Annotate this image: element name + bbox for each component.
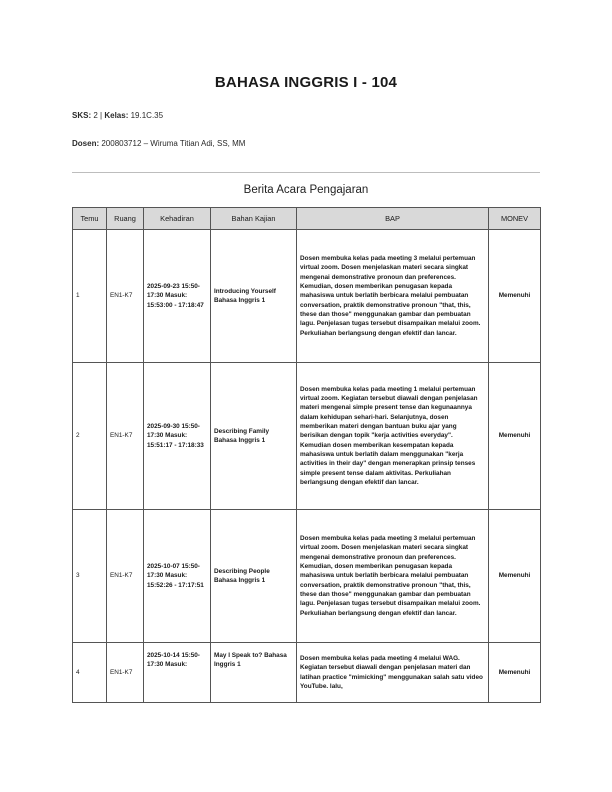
cell-ruang: EN1-K7 — [107, 363, 144, 510]
cell-bap: Dosen membuka kelas pada meeting 1 melalui pertemuan virtual zoom. Kegiatan tersebut diawali dengan penjelasan materi mengenai simple present tense dan kegunaannya dalam kehidupan sehari-hari. Selanjutnya, dosen memberikan materi dengan bantuan buku ajar yang berisikan dengan topik "kerja activities everyday". Kemudian dosen memberikan kesempatan kepada mahasiswa untuk berlatih dalam menggunakan "kerja activities in their day" dengan menerapkan prinsip tenses simple present tense dalam aktivitas. Perkuliahan berlangsung dengan efektif dan lancar. — [297, 363, 489, 510]
header-kehadiran: Kehadiran — [144, 208, 211, 230]
cell-bahan-kajian: May I Speak to? Bahasa Inggris 1 — [211, 643, 297, 703]
cell-kehadiran: 2025-10-07 15:50-17:30 Masuk: 15:52:26 - 17:17:51 — [144, 510, 211, 643]
dosen-label: Dosen: — [72, 139, 100, 148]
kelas-value: 19.1C.35 — [130, 111, 164, 120]
cell-temu: 4 — [73, 643, 107, 703]
kelas-label: Kelas: — [104, 111, 129, 120]
cell-temu: 1 — [73, 230, 107, 363]
section-title: Berita Acara Pengajaran — [243, 184, 369, 196]
cell-ruang: EN1-K7 — [107, 510, 144, 643]
cell-temu: 2 — [73, 363, 107, 510]
cell-bap: Dosen membuka kelas pada meeting 3 melalui pertemuan virtual zoom. Dosen menjelaskan materi secara singkat mengenai demonstrative pronoun dan preferences. Kemudian, dosen memberikan penugasan kepada mahasiswa untuk berlatih berbicara melalui pembuatan conversation, praktik demonstrative pronoun "that, this, these dan those" menggunakan gambar dan pembuatan lagu. Penjelasan tugas tersebut disampaikan melalui zoom. Perkuliahan berlangsung dengan efektif dan lancar. — [297, 510, 489, 643]
dosen-value: 200803712 – Wiruma Titian Adi, SS, MM — [101, 139, 246, 148]
cell-monev: Memenuhi — [489, 363, 541, 510]
document-title: BAHASA INGGRIS I - 104 — [214, 74, 398, 91]
cell-monev: Memenuhi — [489, 643, 541, 703]
cell-bap: Dosen membuka kelas pada meeting 4 melalui WAG. Kegiatan tersebut diawali dengan penjelasan materi dan latihan practice "mimicking" menggunakan salah satu video YouTube. lalu, — [297, 643, 489, 703]
cell-bahan-kajian: Describing Family Bahasa Inggris 1 — [211, 363, 297, 510]
table-header-row — [73, 208, 541, 230]
lecturer-line — [72, 139, 245, 148]
table-row — [73, 510, 541, 643]
header-temu: Temu — [73, 208, 107, 230]
table-row — [73, 363, 541, 510]
table-row — [73, 230, 541, 363]
divider — [72, 172, 540, 173]
header-monev: MONEV — [489, 208, 541, 230]
cell-ruang: EN1-K7 — [107, 230, 144, 363]
header-bahan-kajian: Bahan Kajian — [211, 208, 297, 230]
table-row — [73, 643, 541, 703]
header-ruang: Ruang — [107, 208, 144, 230]
cell-monev: Memenuhi — [489, 230, 541, 363]
cell-kehadiran: 2025-09-30 15:50-17:30 Masuk: 15:51:17 - 17:18:33 — [144, 363, 211, 510]
sks-value: 2 — [93, 111, 98, 120]
cell-monev: Memenuhi — [489, 510, 541, 643]
cell-bahan-kajian: Describing People Bahasa Inggris 1 — [211, 510, 297, 643]
cell-ruang: EN1-K7 — [107, 643, 144, 703]
bap-table — [72, 207, 541, 703]
cell-bap: Dosen membuka kelas pada meeting 3 melalui pertemuan virtual zoom. Dosen menjelaskan materi secara singkat mengenai demonstrative pronoun dan preferences. Kemudian, dosen memberikan penugasan kepada mahasiswa untuk berlatih berbicara melalui pembuatan conversation, praktik demonstrative pronoun "that, this, these dan those" menggunakan gambar dan pembuatan lagu. Penjelasan tugas tersebut disampaikan melalui zoom. Perkuliahan berlangsung dengan efektif dan lancar. — [297, 230, 489, 363]
header-bap: BAP — [297, 208, 489, 230]
cell-bahan-kajian: Introducing Yourself Bahasa Inggris 1 — [211, 230, 297, 363]
cell-kehadiran: 2025-09-23 15:50-17:30 Masuk: 15:53:00 - 17:18:47 — [144, 230, 211, 363]
cell-temu: 3 — [73, 510, 107, 643]
separator: | — [100, 111, 103, 120]
sks-label: SKS: — [72, 111, 92, 120]
cell-kehadiran: 2025-10-14 15:50-17:30 Masuk: — [144, 643, 211, 703]
course-info-line — [72, 111, 163, 120]
